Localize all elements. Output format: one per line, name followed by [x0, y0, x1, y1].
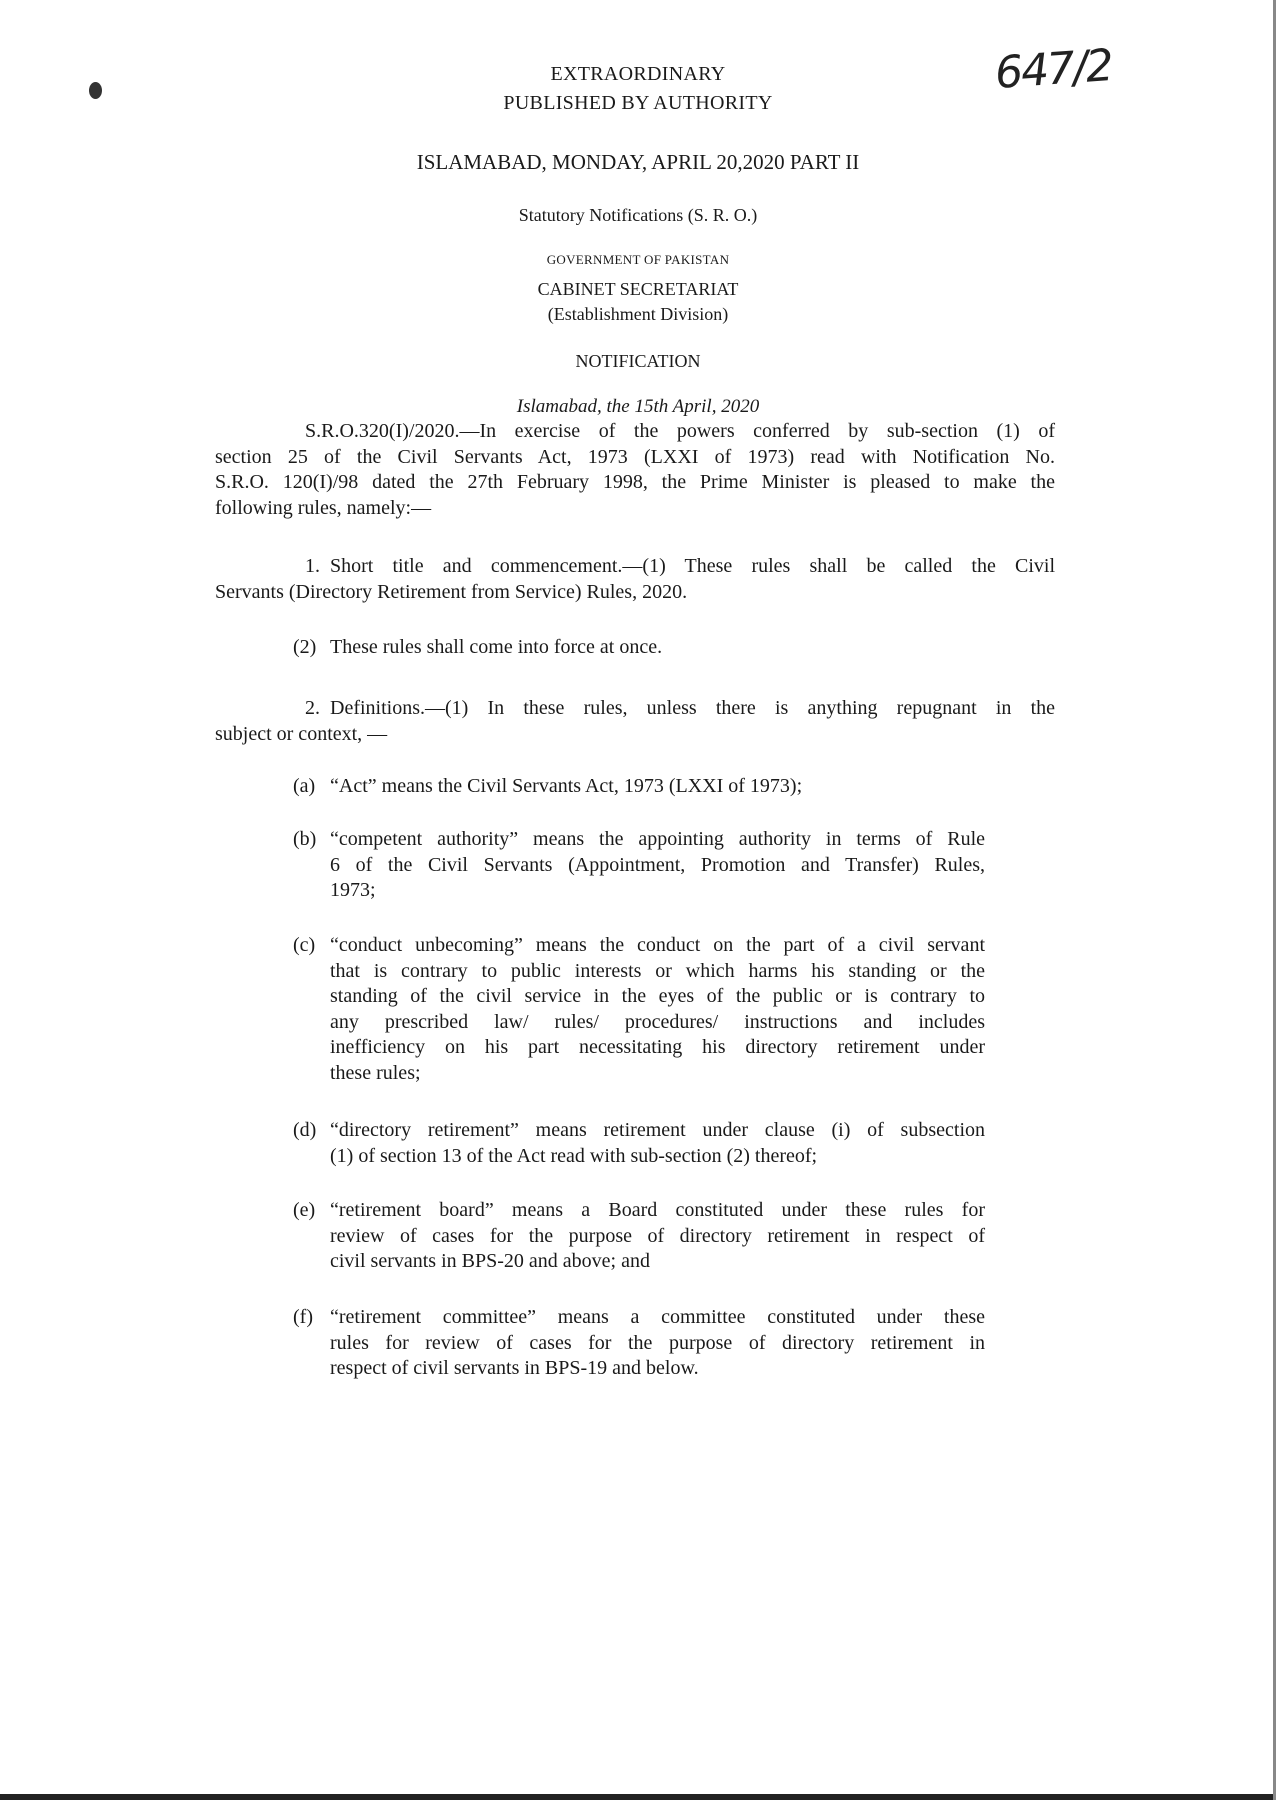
text-line: subject or context, — — [215, 722, 388, 745]
clause-label: (b) — [293, 828, 317, 850]
text-line: 6 of the Civil Servants (Appointment, Promotion and Transfer) Rules, — [330, 853, 985, 876]
text-line: 1973; — [330, 879, 376, 902]
paragraph-def-e — [293, 1198, 985, 1275]
text-line: “competent authority” means the appointing authority in terms of Rule — [330, 828, 985, 850]
text-line: standing of the civil service in the eyes of the public or is contrary to — [330, 985, 985, 1008]
scan-bottom-edge — [0, 1794, 1276, 1800]
gazette-header — [0, 60, 1276, 118]
text-line: (1) of section 13 of the Act read with sub-section (2) thereof; — [330, 1144, 818, 1167]
paragraph-def-f — [293, 1305, 985, 1382]
government-heading: GOVERNMENT OF PAKISTAN — [546, 252, 730, 267]
paragraph-rule-1 — [215, 554, 1055, 605]
place-date: Islamabad, the 15th April, 2020 — [516, 396, 760, 417]
clause-label: (e) — [293, 1199, 316, 1221]
extraordinary-label: EXTRAORDINARY — [550, 63, 726, 85]
text-line: any prescribed law/ rules/ procedures/ instructions and includes — [330, 1010, 985, 1033]
text-line: S.R.O.320(I)/2020.—In exercise of the powers conferred by sub-section (1) of — [305, 420, 1055, 442]
text-line: “retirement committee” means a committee constituted under these — [330, 1306, 985, 1328]
text-line: inefficiency on his part necessitating his directory retirement under — [330, 1036, 985, 1059]
text-line: following rules, namely:— — [215, 496, 432, 519]
cabinet-secretariat: CABINET SECRETARIAT — [537, 279, 739, 299]
text-line: review of cases for the purpose of directory retirement in respect of — [330, 1224, 985, 1247]
paragraph-preamble — [215, 419, 1055, 521]
text-line: these rules; — [330, 1061, 421, 1084]
text-line: “Act” means the Civil Servants Act, 1973 (LXXI of 1973); — [330, 775, 803, 797]
clause-label: (c) — [293, 934, 316, 956]
clause-label: (f) — [293, 1306, 313, 1328]
sro-heading: Statutory Notifications (S. R. O.) — [518, 205, 758, 225]
text-line: Servants (Directory Retirement from Service) Rules, 2020. — [215, 580, 688, 603]
division-heading — [0, 277, 1276, 327]
text-line: “retirement board” means a Board constituted under these rules for — [330, 1199, 985, 1221]
gazette-date-line: ISLAMABAD, MONDAY, APRIL 20,2020 PART II — [416, 150, 860, 174]
text-line: Short title and commencement.—(1) These rules shall be called the Civil — [330, 555, 1055, 577]
paragraph-def-b — [293, 827, 985, 904]
text-line: respect of civil servants in BPS-19 and below. — [330, 1357, 699, 1380]
text-line: These rules shall come into force at once. — [330, 636, 663, 658]
clause-label: (2) — [293, 636, 317, 658]
text-line: S.R.O. 120(I)/98 dated the 27th February 1998, the Prime Minister is pleased to make the — [215, 471, 1055, 494]
clause-label: (a) — [293, 775, 316, 797]
published-by-authority: PUBLISHED BY AUTHORITY — [503, 92, 773, 114]
text-line: that is contrary to public interests or which harms his standing or the — [330, 959, 985, 982]
paragraph-rule-1-2 — [293, 635, 985, 661]
text-line: “conduct unbecoming” means the conduct on the part of a civil servant — [330, 934, 985, 956]
handwritten-reference: 647/2 — [993, 39, 1114, 100]
text-line: Definitions.—(1) In these rules, unless there is anything repugnant in the — [330, 697, 1055, 719]
text-line: civil servants in BPS-20 and above; and — [330, 1250, 650, 1273]
establishment-division: (Establishment Division) — [547, 304, 729, 324]
rule-number: 1. — [305, 555, 320, 577]
rule-number: 2. — [305, 697, 320, 719]
text-line: section 25 of the Civil Servants Act, 1973 (LXXI of 1973) read with Notification No. — [215, 445, 1055, 468]
paragraph-def-a — [293, 774, 985, 800]
paragraph-def-d — [293, 1118, 985, 1169]
notification-title: NOTIFICATION — [575, 351, 701, 371]
text-line: “directory retirement” means retirement under clause (i) of subsection — [330, 1119, 985, 1141]
text-line: rules for review of cases for the purpose of directory retirement in — [330, 1331, 985, 1354]
paragraph-rule-2 — [215, 696, 1055, 747]
clause-label: (d) — [293, 1119, 317, 1141]
paragraph-def-c — [293, 933, 985, 1087]
